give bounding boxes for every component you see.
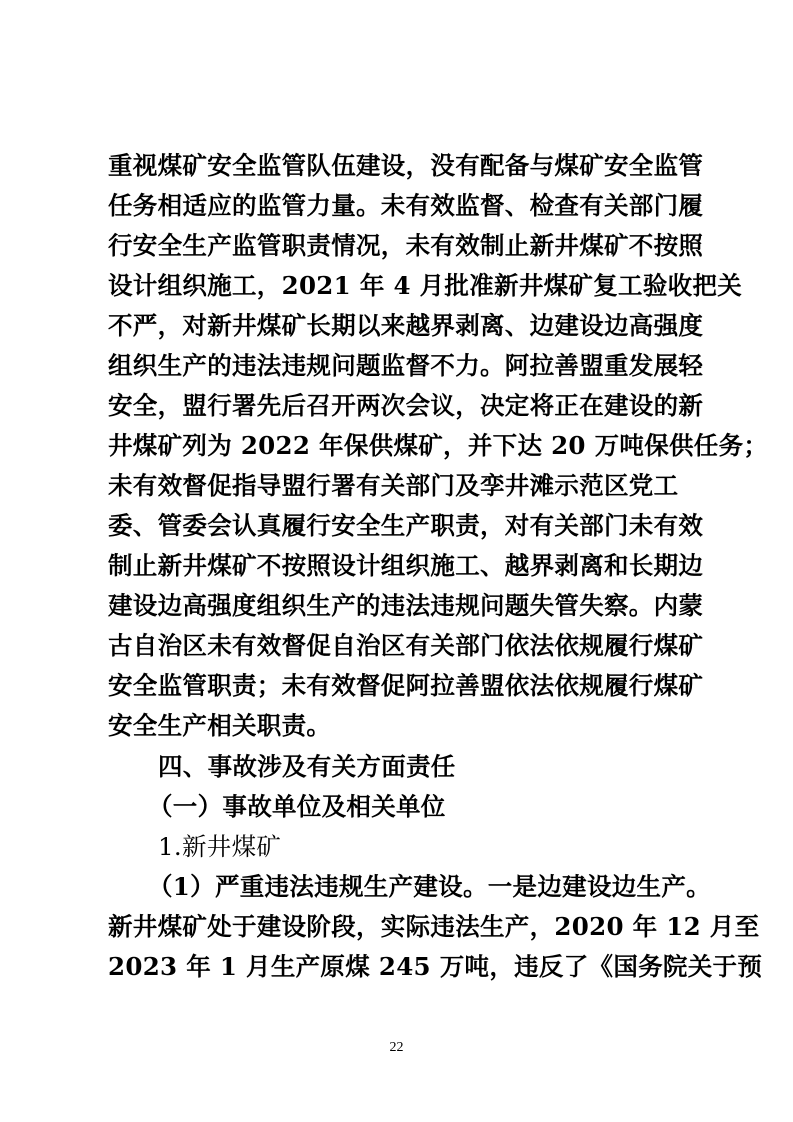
item-line: 新井煤矿处于建设阶段，实际违法生产，2020 年 12 月至 <box>108 912 760 941</box>
paragraph-line: 任务相适应的监管力量。未有效监督、检查有关部门履 <box>108 191 704 220</box>
paragraph-line: 安全，盟行署先后召开两次会议，决定将正在建设的新 <box>108 391 704 420</box>
page-number: 22 <box>389 1040 404 1055</box>
paragraph-line: 组织生产的违法违规问题监督不力。阿拉善盟重发展轻 <box>108 351 704 380</box>
paragraph-line: 制止新井煤矿不按照设计组织施工、越界剥离和长期边 <box>108 551 704 580</box>
section-heading: 四、事故涉及有关方面责任 <box>158 752 456 781</box>
paragraph-line: 不严，对新井煤矿长期以来越界剥离、边建设边高强度 <box>108 311 704 340</box>
item-heading: 1.新井煤矿 <box>158 832 282 861</box>
paragraph-line: 古自治区未有效督促自治区有关部门依法依规履行煤矿 <box>108 631 704 660</box>
paragraph-line: 设计组织施工，2021 年 4 月批准新井煤矿复工验收把关 <box>108 271 743 300</box>
item-line: （1）严重违法违规生产建设。一是边建设边生产。 <box>148 872 711 901</box>
item-line: 2023 年 1 月生产原煤 245 万吨，违反了《国务院关于预 <box>108 952 763 981</box>
paragraph-line: 行安全生产监管职责情况，未有效制止新井煤矿不按照 <box>108 231 704 260</box>
paragraph-line: 井煤矿列为 2022 年保供煤矿，并下达 20 万吨保供任务； <box>108 431 769 460</box>
paragraph-line: 安全生产相关职责。 <box>108 711 332 740</box>
paragraph-line: 委、管委会认真履行安全生产职责，对有关部门未有效 <box>108 511 704 540</box>
subsection-heading: （一）事故单位及相关单位 <box>148 792 446 821</box>
paragraph-line: 安全监管职责；未有效督促阿拉善盟依法依规履行煤矿 <box>108 671 704 700</box>
paragraph-line: 重视煤矿安全监管队伍建设，没有配备与煤矿安全监管 <box>108 151 704 180</box>
paragraph-line: 未有效督促指导盟行署有关部门及孪井滩示范区党工 <box>108 471 679 500</box>
paragraph-line: 建设边高强度组织生产的违法违规问题失管失察。内蒙 <box>108 591 704 620</box>
